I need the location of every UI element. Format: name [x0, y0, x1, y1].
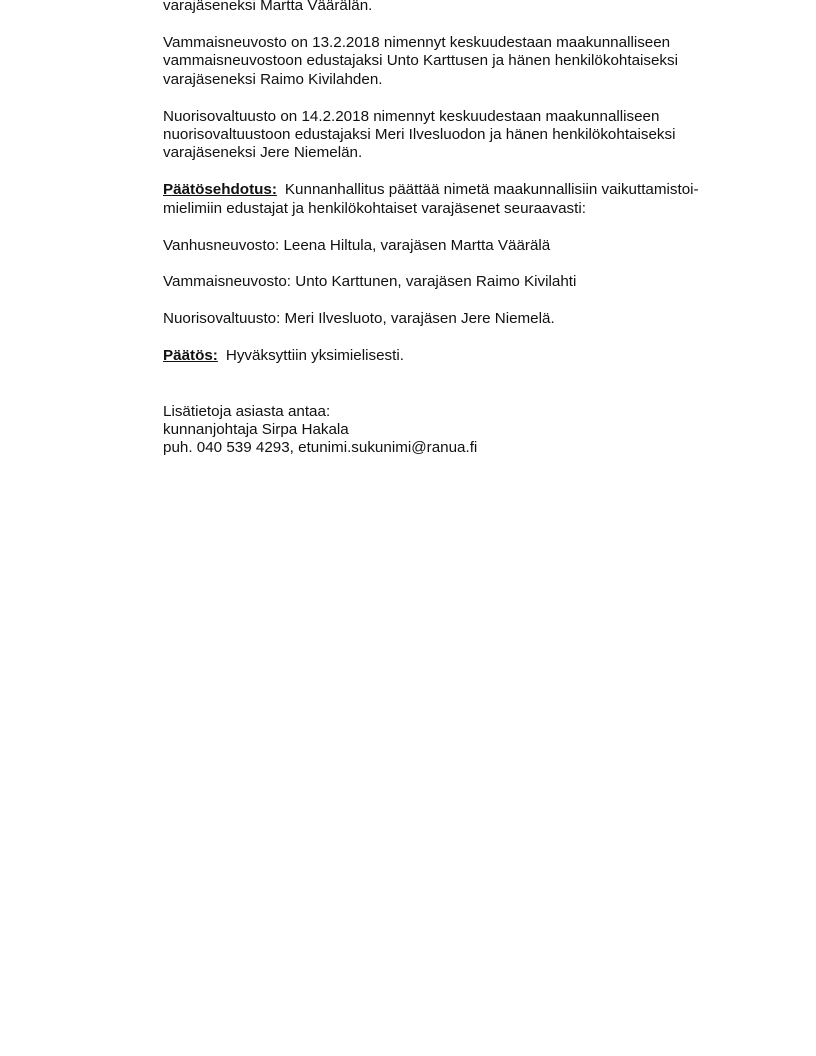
proposal-text: Kunnanhallitus päättää nimetä maakunnallisiin vaikuttamistoi- [284, 181, 699, 199]
paragraph-disability-council-members [163, 273, 743, 291]
text-line: Vammaisneuvosto on 13.2.2018 nimennyt keskuudestaan maakunnalliseen [163, 33, 671, 51]
text-line: mielimiin edustajat ja henkilökohtaiset varajäsenet seuraavasti: [163, 199, 586, 217]
contact-intro: Lisätietoja asiasta antaa: [163, 402, 331, 420]
text-line: Nuorisovaltuusto on 14.2.2018 nimennyt keskuudestaan maakunnalliseen [163, 107, 660, 125]
paragraph-youth-council-members [163, 310, 743, 328]
contact-details: puh. 040 539 4293, etunimi.sukunimi@ranua.fi [163, 439, 478, 457]
text-line: varajäseneksi Raimo Kivilahden. [163, 70, 383, 88]
text-line: vammaisneuvostoon edustajaksi Unto Karttusen ja hänen henkilökohtaiseksi [163, 52, 678, 70]
contact-block [163, 403, 743, 458]
text-line: Nuorisovaltuusto: Meri Ilvesluoto, varajäsen Jere Niemelä. [163, 310, 555, 328]
blank-line [163, 384, 743, 403]
paragraph-elderly-council-members [163, 237, 743, 255]
text-line: Vanhusneuvosto: Leena Hiltula, varajäsen Martta Väärälä [163, 236, 551, 254]
text-line: nuorisovaltuustoon edustajaksi Meri Ilvesluodon ja hänen henkilökohtaiseksi [163, 125, 676, 143]
proposal-first-line [163, 181, 743, 199]
document-body [163, 0, 743, 476]
paragraph-decision-proposal [163, 181, 743, 218]
paragraph-alternate-elderly [163, 0, 743, 15]
decision-label: Päätös: [163, 347, 218, 365]
decision-text: Hyväksyttiin yksimielisesti. [225, 347, 404, 365]
proposal-label: Päätösehdotus: [163, 181, 277, 199]
text-line: Vammaisneuvosto: Unto Karttunen, varajäsen Raimo Kivilahti [163, 273, 577, 291]
paragraph-youth-council [163, 108, 743, 163]
text-line: varajäseneksi Martta Väärälän. [163, 0, 373, 14]
decision-line [163, 347, 743, 365]
paragraph-decision [163, 347, 743, 365]
contact-name: kunnanjohtaja Sirpa Hakala [163, 420, 349, 438]
text-line: varajäseneksi Jere Niemelän. [163, 144, 363, 162]
paragraph-disability-council [163, 34, 743, 89]
